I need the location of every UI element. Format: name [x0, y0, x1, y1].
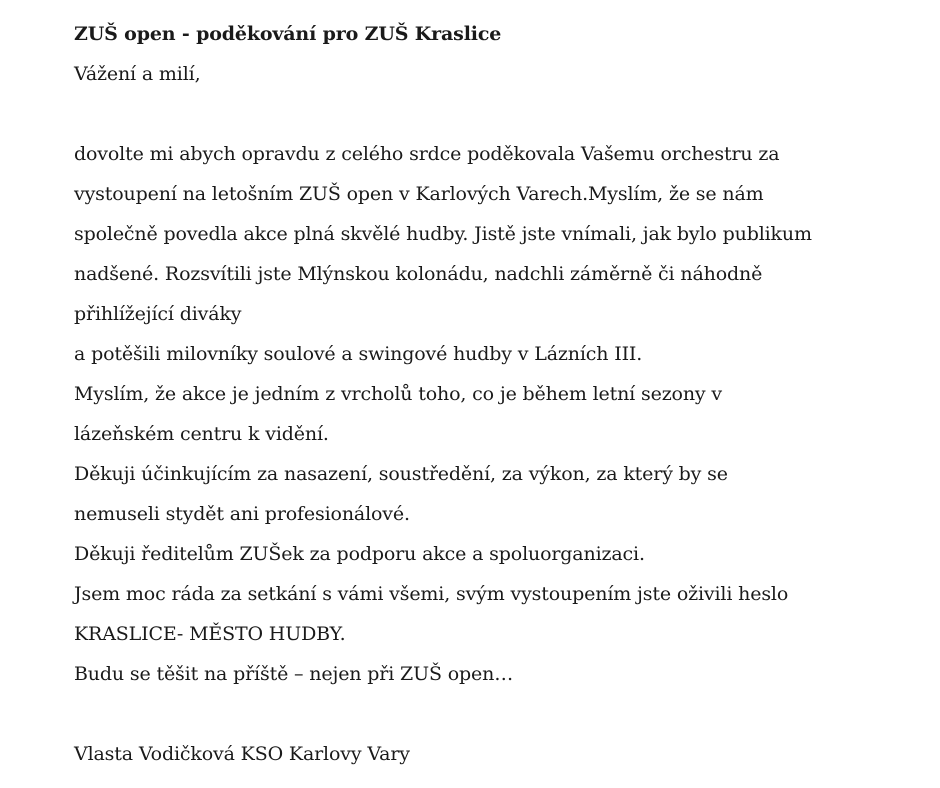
- body-line: nadšené. Rozsvítili jste Mlýnskou kolonádu, nadchli záměrně či náhodně: [74, 263, 763, 285]
- blank-line: [74, 94, 914, 134]
- letter-greeting: Vážení a milí,: [74, 63, 201, 85]
- body-line: Budu se těšit na příště – nejen při ZUŠ open…: [74, 663, 514, 685]
- body-line: dovolte mi abych opravdu z celého srdce poděkovala Vašemu orchestru za: [74, 143, 780, 165]
- body-line: Jsem moc ráda za setkání s vámi všemi, svým vystoupením jste oživili heslo: [74, 583, 789, 605]
- body-line: KRASLICE- MĚSTO HUDBY.: [74, 623, 346, 645]
- body-line: Děkuji účinkujícím za nasazení, soustředění, za výkon, za který by se: [74, 463, 728, 485]
- body-line: lázeňském centru k vidění.: [74, 423, 329, 445]
- blank-line: [74, 694, 914, 734]
- letter-signature: Vlasta Vodičková KSO Karlovy Vary: [74, 743, 410, 765]
- body-line: Děkuji ředitelům ZUŠek za podporu akce a spoluorganizaci.: [74, 543, 645, 565]
- letter: [74, 14, 914, 774]
- body-line: a potěšili milovníky soulové a swingové hudby v Lázních III.: [74, 343, 643, 365]
- body-line: Myslím, že akce je jedním z vrcholů toho, co je během letní sezony v: [74, 383, 722, 405]
- body-line: přihlížející diváky: [74, 303, 242, 325]
- body-line: vystoupení na letošním ZUŠ open v Karlových Varech.Myslím, že se nám: [74, 183, 764, 205]
- body-line: společně povedla akce plná skvělé hudby. Jistě jste vnímali, jak bylo publikum: [74, 223, 812, 245]
- letter-title: ZUŠ open - poděkování pro ZUŠ Kraslice: [74, 23, 502, 45]
- body-line: nemuseli stydět ani profesionálové.: [74, 503, 410, 525]
